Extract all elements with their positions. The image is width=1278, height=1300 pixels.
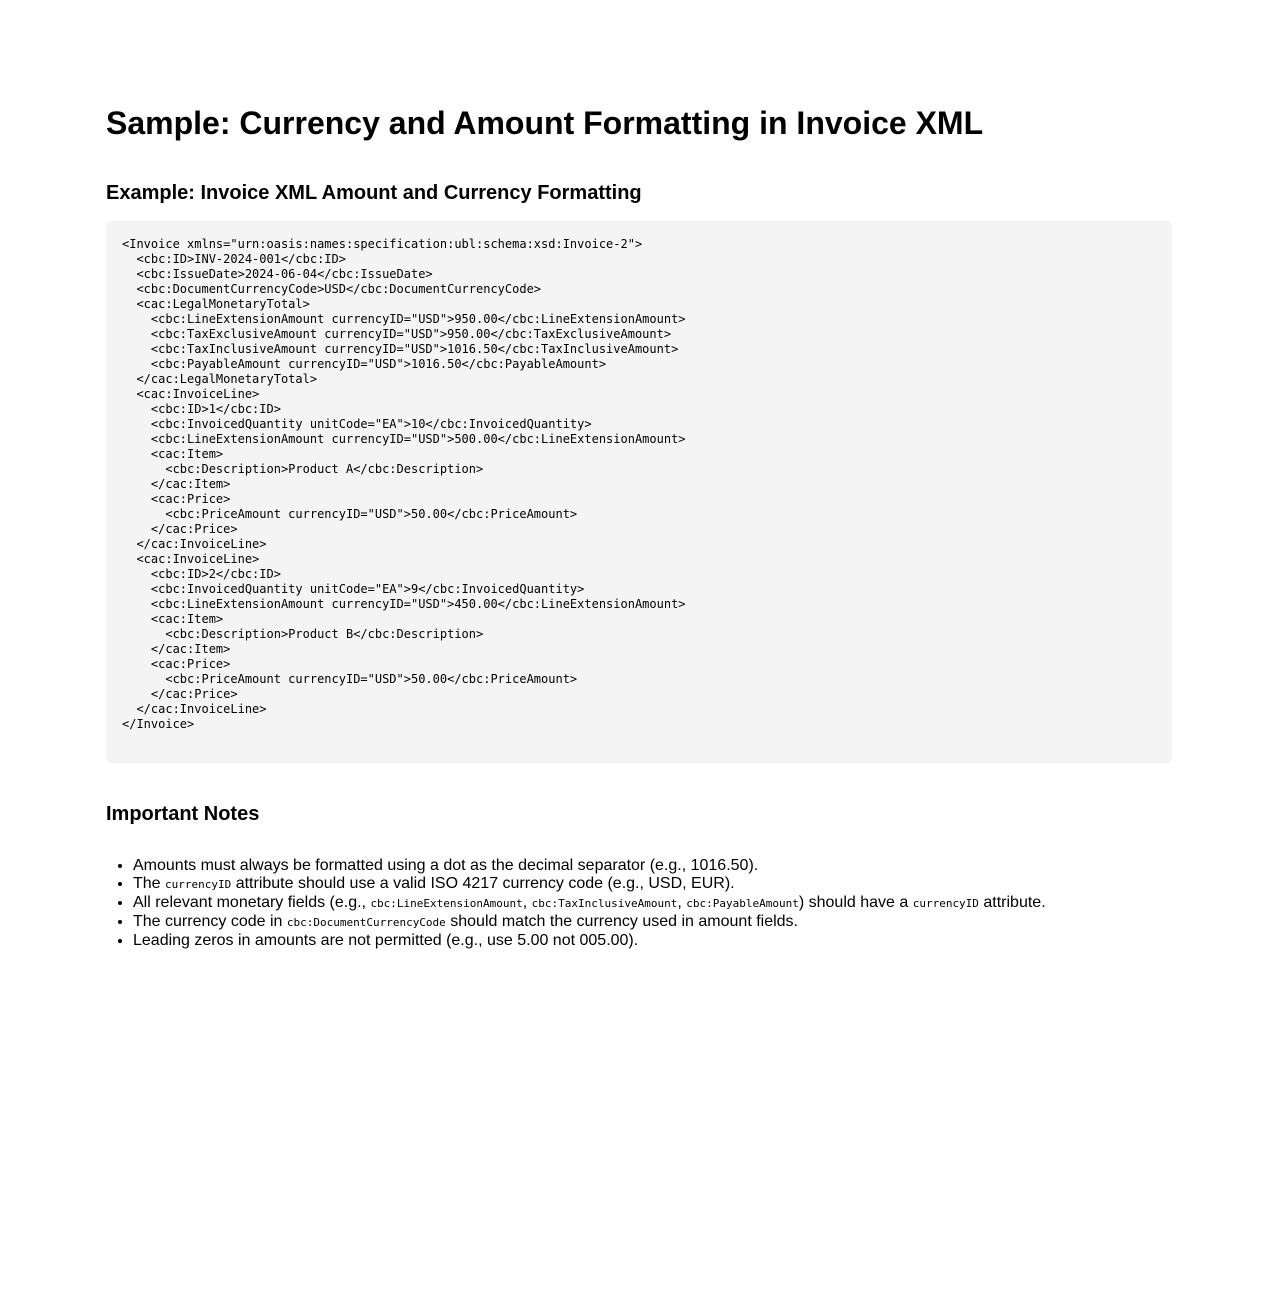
note-text: Leading zeros in amounts are not permitted (e.g., use 5.00 not 005.00).	[133, 932, 639, 949]
note-item	[133, 894, 1233, 913]
note-item	[133, 932, 1233, 950]
inline-code: cbc:DocumentCurrencyCode	[286, 916, 446, 929]
note-text: ,	[522, 894, 532, 911]
inline-code: currencyID	[912, 897, 979, 910]
note-text: Amounts must always be formatted using a dot as the decimal separator (e.g., 1016.50).	[133, 857, 759, 874]
note-item	[133, 857, 1233, 875]
notes-list	[106, 857, 1233, 950]
note-item	[133, 875, 1233, 894]
note-text: All relevant monetary fields (e.g.,	[133, 894, 371, 911]
note-item	[133, 913, 1233, 932]
xml-code-block: <Invoice xmlns="urn:oasis:names:specification:ubl:schema:xsd:Invoice-2"> <cbc:ID>INV-2024-001</cbc:ID> <cbc:IssueDate>2024-06-04</cbc:IssueDate> <cbc:DocumentCurrencyCode>USD</cbc:DocumentCurrencyCode> <cac:LegalMonetaryTotal> <cbc:LineExtensionAmount currencyID="USD">950.00</cbc:LineExtensionAmount> <cbc:TaxExclusiveAmount currencyID="USD">950.00</cbc:TaxExclusiveAmount> <cbc:TaxInclusiveAmount currencyID="USD">1016.50</cbc:TaxInclusiveAmount> <cbc:PayableAmount currencyID="USD">1016.50</cbc:PayableAmount> </cac:LegalMonetaryTotal> <cac:InvoiceLine> <cbc:ID>1</cbc:ID> <cbc:InvoicedQuantity unitCode="EA">10</cbc:InvoicedQuantity> <cbc:LineExtensionAmount currencyID="USD">500.00</cbc:LineExtensionAmount> <cac:Item> <cbc:Description>Product A</cbc:Description> </cac:Item> <cac:Price> <cbc:PriceAmount currencyID="USD">50.00</cbc:PriceAmount> </cac:Price> </cac:InvoiceLine> <cac:InvoiceLine> <cbc:ID>2</cbc:ID> <cbc:InvoicedQuantity unitCode="EA">9</cbc:InvoicedQuantity> <cbc:LineExtensionAmount currencyID="USD">450.00</cbc:LineExtensionAmount> <cac:Item> <cbc:Description>Product B</cbc:Description> </cac:Item> <cac:Price> <cbc:PriceAmount currencyID="USD">50.00</cbc:PriceAmount> </cac:Price> </cac:InvoiceLine> </Invoice>	[106, 221, 1172, 763]
note-text: ) should have a	[798, 894, 913, 911]
example-heading: Example: Invoice XML Amount and Currency Formatting	[106, 182, 642, 204]
note-text: The	[133, 875, 166, 892]
inline-code: cbc:LineExtensionAmount	[370, 897, 523, 910]
inline-code: currencyID	[165, 878, 232, 891]
note-text: The currency code in	[133, 913, 287, 930]
notes-heading: Important Notes	[106, 803, 260, 825]
note-text: should match the currency used in amount fields.	[445, 913, 798, 930]
note-text: attribute.	[978, 894, 1046, 911]
note-text: attribute should use a valid ISO 4217 currency code (e.g., USD, EUR).	[231, 875, 735, 892]
note-text: ,	[677, 894, 687, 911]
page-title: Sample: Currency and Amount Formatting in Invoice XML	[106, 105, 984, 141]
inline-code: cbc:TaxInclusiveAmount	[531, 897, 678, 910]
inline-code: cbc:PayableAmount	[686, 897, 799, 910]
